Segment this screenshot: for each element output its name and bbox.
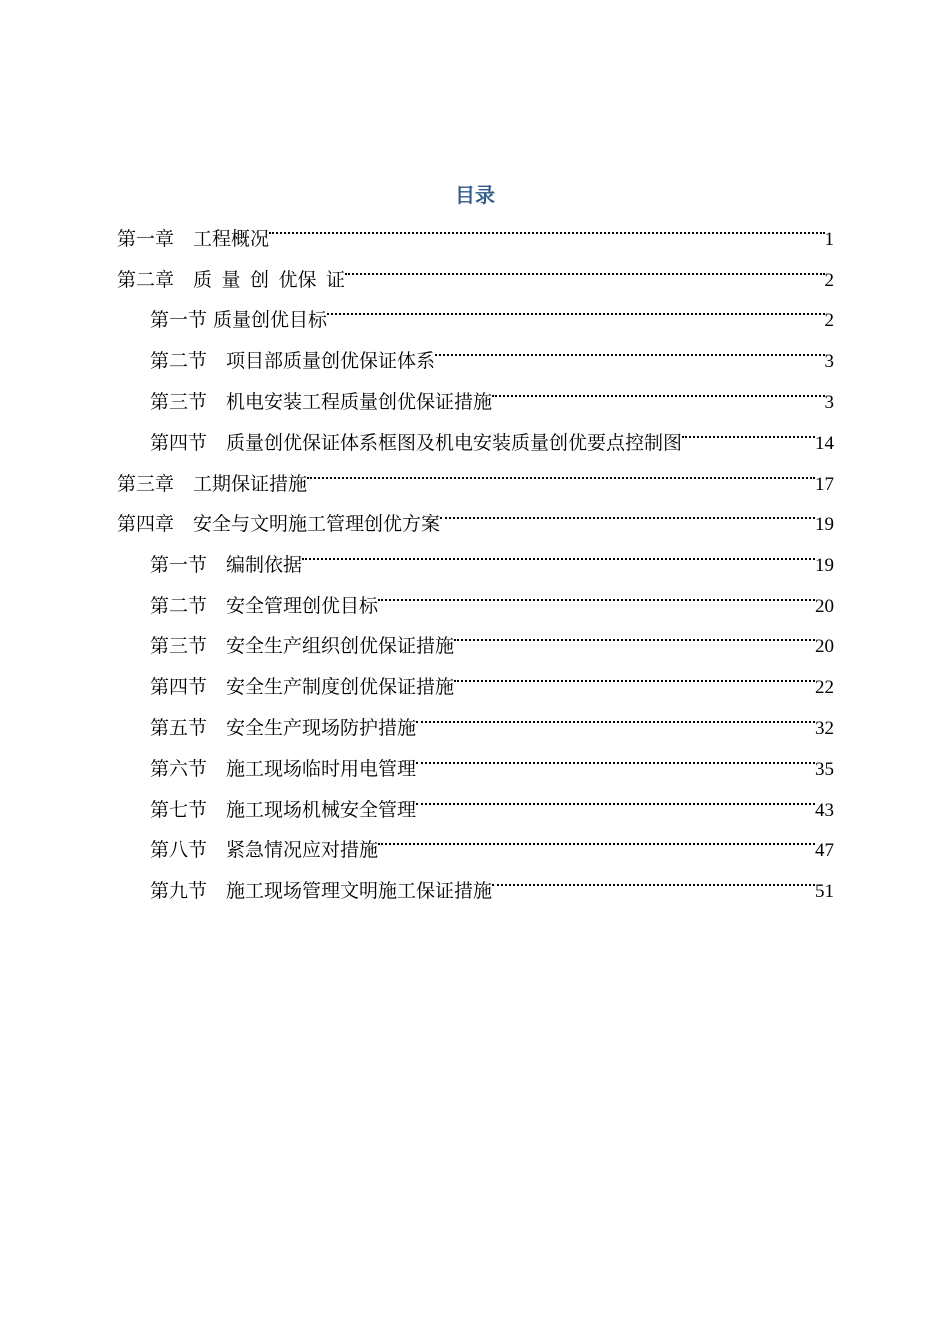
toc-page-number: 1: [824, 229, 834, 250]
toc-entry-section[interactable]: [150, 857, 834, 902]
toc-dot-leader: [307, 450, 815, 490]
toc-page-number: 14: [815, 433, 834, 454]
toc-page-number: 3: [824, 392, 834, 413]
toc-entry-label: 第一节 编制依据: [150, 554, 303, 576]
toc-dot-leader: [378, 816, 815, 856]
toc-page-number: 19: [815, 514, 834, 535]
toc-dot-leader: [440, 490, 815, 530]
toc-entry-chapter-4[interactable]: [117, 490, 834, 535]
toc-dot-leader: [492, 368, 824, 408]
toc-entry-label: 第三节 安全生产组织创优保证措施: [150, 635, 455, 657]
toc-entry-label: 第二章 质 量 创 优保 证: [117, 269, 346, 291]
toc-entry-section[interactable]: [150, 409, 834, 454]
toc-entry-section[interactable]: [150, 531, 834, 576]
toc-dot-leader: [416, 694, 815, 734]
toc-entry-section[interactable]: [150, 735, 834, 780]
toc-dot-leader: [454, 653, 815, 693]
toc-entry-section[interactable]: [150, 327, 834, 372]
toc-entry-section[interactable]: [150, 368, 834, 413]
toc-entry-chapter-1[interactable]: [117, 205, 834, 250]
toc-dot-leader: [416, 776, 815, 816]
toc-page-number: 2: [824, 310, 834, 331]
toc-page-number: 17: [815, 474, 834, 495]
toc-entry-label: 第二节 安全管理创优目标: [150, 595, 379, 617]
toc-dot-leader: [454, 612, 815, 652]
toc-dot-leader: [378, 572, 815, 612]
toc-page-number: 51: [815, 881, 834, 902]
toc-page-number: 43: [815, 800, 834, 821]
toc-dot-leader: [492, 857, 815, 897]
toc-page-number: 3: [824, 351, 834, 372]
toc-dot-leader: [269, 205, 824, 245]
toc-page-number: 19: [815, 555, 834, 576]
toc-entry-label: 第三章 工期保证措施: [117, 473, 308, 495]
toc-entry-label: 第三节 机电安装工程质量创优保证措施: [150, 391, 493, 413]
toc-page-number: 22: [815, 677, 834, 698]
toc-entry-section[interactable]: [150, 776, 834, 821]
toc-dot-leader: [416, 735, 815, 775]
toc-entry-section[interactable]: [150, 653, 834, 698]
toc-entry-label: 第八节 紧急情况应对措施: [150, 839, 379, 861]
toc-entry-section[interactable]: [150, 286, 834, 331]
toc-dot-leader: [302, 531, 815, 571]
toc-entry-label: 第五节 安全生产现场防护措施: [150, 717, 417, 739]
toc-page-number: 32: [815, 718, 834, 739]
toc-entry-label: 第四节 质量创优保证体系框图及机电安装质量创优要点控制图: [150, 432, 683, 454]
toc-dot-leader: [345, 246, 824, 286]
toc-entry-label: 第六节 施工现场临时用电管理: [150, 758, 417, 780]
toc-page-number: 2: [824, 270, 834, 291]
toc-dot-leader: [435, 327, 824, 367]
toc-entry-label: 第四节 安全生产制度创优保证措施: [150, 676, 455, 698]
toc-dot-leader: [682, 409, 815, 449]
toc-entry-label: 第四章 安全与文明施工管理创优方案: [117, 513, 441, 535]
toc-entry-label: 第七节 施工现场机械安全管理: [150, 799, 417, 821]
toc-entry-section[interactable]: [150, 612, 834, 657]
toc-entry-section[interactable]: [150, 816, 834, 861]
toc-dot-leader: [327, 286, 824, 326]
toc-page-number: 20: [815, 596, 834, 617]
toc-entry-label: 第二节 项目部质量创优保证体系: [150, 350, 436, 372]
toc-entry-chapter-2[interactable]: [117, 246, 834, 291]
toc-entry-label: 第九节 施工现场管理文明施工保证措施: [150, 880, 493, 902]
toc-page-number: 35: [815, 759, 834, 780]
toc-entry-label: 第一章 工程概况: [117, 228, 270, 250]
toc-entry-section[interactable]: [150, 572, 834, 617]
toc-page-number: 47: [815, 840, 834, 861]
toc-page-number: 20: [815, 636, 834, 657]
toc-title: 目录: [455, 183, 495, 207]
toc-entry-chapter-3[interactable]: [117, 450, 834, 495]
toc-entry-section[interactable]: [150, 694, 834, 739]
toc-entry-label: 第一节 质量创优目标: [150, 309, 328, 331]
